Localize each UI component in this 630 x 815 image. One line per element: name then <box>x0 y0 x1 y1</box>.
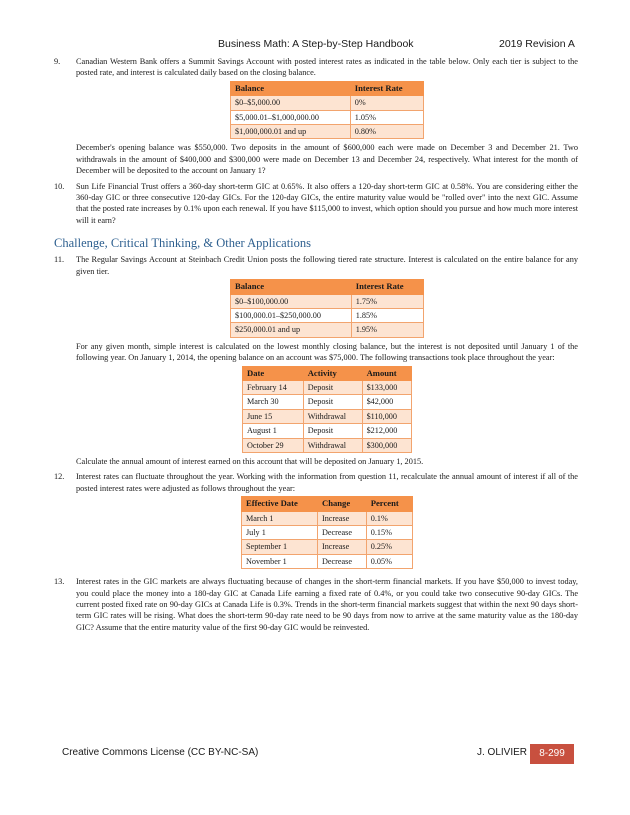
question-11 <box>54 254 578 467</box>
table-row <box>243 380 412 394</box>
table-cell: 0% <box>350 96 423 110</box>
table-cell: 0.1% <box>366 511 412 525</box>
table-header: Balance <box>231 81 351 95</box>
table-header: Balance <box>231 280 352 294</box>
page-content <box>54 56 578 633</box>
table-header: Date <box>243 366 304 380</box>
table-cell: Increase <box>317 540 366 554</box>
header-revision: 2019 Revision A <box>499 38 575 50</box>
question-number: 12. <box>54 472 65 482</box>
table-cell: $250,000.01 and up <box>231 323 352 337</box>
table-cell: September 1 <box>242 540 318 554</box>
header-title: Business Math: A Step-by-Step Handbook <box>218 38 414 50</box>
question-11-intro: The Regular Savings Account at Steinbach Credit Union posts the following tiered rate structure. Interest is calculated on the entire balance for any given tier. <box>76 255 578 276</box>
table-cell: Increase <box>317 511 366 525</box>
page-number-badge: 8-299 <box>530 744 574 764</box>
table-cell: $42,000 <box>362 395 411 409</box>
table-cell: 1.75% <box>351 294 423 308</box>
table-row <box>231 308 424 322</box>
table-cell: June 15 <box>243 409 304 423</box>
table-cell: March 30 <box>243 395 304 409</box>
table-row <box>242 540 413 554</box>
table-cell: August 1 <box>243 424 304 438</box>
table-row <box>242 511 413 525</box>
question-number: 10. <box>54 181 65 191</box>
table-cell: 0.15% <box>366 526 412 540</box>
table-cell: 0.80% <box>350 125 423 139</box>
table-row <box>242 554 413 568</box>
q12-rate-changes-table <box>241 496 413 569</box>
table-row <box>231 96 424 110</box>
question-number: 11. <box>54 255 65 265</box>
table-header: Interest Rate <box>351 280 423 294</box>
footer-author: J. OLIVIER <box>477 747 528 758</box>
table-cell: November 1 <box>242 554 318 568</box>
table-header: Activity <box>303 366 362 380</box>
page-footer <box>0 744 630 764</box>
table-cell: $110,000 <box>362 409 411 423</box>
question-12 <box>54 471 578 569</box>
table-header: Effective Date <box>242 497 318 511</box>
question-9-outro: December's opening balance was $550,000. Two deposits in the amount of $600,000 each were made on December 3 and December 21. Two withdrawals in the amount of $400,000 and $300,000 were made on December 13 and December 24, respectively. What interest for the month of December will be deposited to the account on January 1? <box>76 143 578 176</box>
table-cell: Withdrawal <box>303 438 362 452</box>
table-cell: $0–$5,000.00 <box>231 96 351 110</box>
question-13 <box>54 576 578 633</box>
question-9-intro: Canadian Western Bank offers a Summit Savings Account with posted interest rates as indicated in the table below. Only each tier is subject to the posted rate, and interest is calculated daily based on the closing balance. <box>76 57 578 78</box>
table-cell: $300,000 <box>362 438 411 452</box>
table-cell: $1,000,000.01 and up <box>231 125 351 139</box>
question-9 <box>54 56 578 177</box>
table-header: Percent <box>366 497 412 511</box>
table-cell: March 1 <box>242 511 318 525</box>
question-number: 13. <box>54 577 65 587</box>
table-row <box>243 409 412 423</box>
table-header: Change <box>317 497 366 511</box>
table-row <box>243 424 412 438</box>
question-10-text: Sun Life Financial Trust offers a 360-day short-term GIC at 0.65%. It also offers a 120-day short-term GIC at 0.58%. You are considering either the 360-day GIC or three consecutive 120-day GICs. For the 120-day GICs, the entire maturity value would be "rolled over" into the next GIC. Assume that the posted rate increases by 0.1% upon each renewal. If you have $115,000 to invest, which option should you pursue and how much more interest will it earn? <box>76 181 578 225</box>
table-cell: $133,000 <box>362 380 411 394</box>
table-cell: July 1 <box>242 526 318 540</box>
table-row <box>243 438 412 452</box>
page-header <box>0 38 630 54</box>
table-row <box>231 125 424 139</box>
table-row <box>231 110 424 124</box>
table-cell: October 29 <box>243 438 304 452</box>
table-cell: 0.25% <box>366 540 412 554</box>
table-cell: 1.95% <box>351 323 423 337</box>
q11-transactions-table <box>242 366 412 453</box>
section-title: Challenge, Critical Thinking, & Other Applications <box>54 236 312 251</box>
table-cell: 1.85% <box>351 308 423 322</box>
table-cell: $212,000 <box>362 424 411 438</box>
q9-rate-table <box>230 81 424 140</box>
table-cell: $0–$100,000.00 <box>231 294 352 308</box>
footer-license: Creative Commons License (CC BY-NC-SA) <box>62 747 259 758</box>
table-header: Amount <box>362 366 411 380</box>
table-cell: Decrease <box>317 554 366 568</box>
table-cell: Deposit <box>303 424 362 438</box>
q11-rate-table <box>230 279 424 338</box>
table-cell: $100,000.01–$250,000.00 <box>231 308 352 322</box>
table-cell: Decrease <box>317 526 366 540</box>
table-cell: Deposit <box>303 395 362 409</box>
table-cell: Withdrawal <box>303 409 362 423</box>
table-row <box>231 294 424 308</box>
table-cell: 0.05% <box>366 554 412 568</box>
table-cell: $5,000.01–$1,000,000.00 <box>231 110 351 124</box>
question-12-intro: Interest rates can fluctuate throughout the year. Working with the information from question 11, recalculate the annual amount of interest if all of the posted interest rates were adjusted as follows throughout the year: <box>76 472 578 493</box>
table-row <box>231 323 424 337</box>
question-11-mid: For any given month, simple interest is calculated on the lowest monthly closing balance, but the interest is not deposited until January 1 of the following year. On January 1, 2014, the opening balance on an account was $75,000. The following transactions took place throughout the year: <box>76 341 578 363</box>
table-header: Interest Rate <box>350 81 423 95</box>
table-row <box>242 526 413 540</box>
question-11-outro: Calculate the annual amount of interest earned on this account that will be deposited on January 1, 2015. <box>76 456 424 466</box>
table-row <box>243 395 412 409</box>
question-10 <box>54 181 578 227</box>
question-number: 9. <box>54 57 61 66</box>
question-13-text: Interest rates in the GIC markets are always fluctuating because of changes in the short-term financial markets. If you have $50,000 to invest today, you could place the money into a 180-day GIC at Canada Life earning a fixed rate of 0.4%, or you could take two consecutive 90-day GICs. The current posted fixed rate on 90-day GICs at Canada Life is 0.3%. Trends in the short-term financial markets suggest that within the next 90 days short-term GIC rates will be rising. What does the short-term 90-day rate need to be 90 days from now to arrive at the same maturity value as the 180-day GIC? Assume that the entire maturity value of the first 90-day GIC would be reinvested. <box>76 577 578 632</box>
table-cell: February 14 <box>243 380 304 394</box>
table-cell: 1.05% <box>350 110 423 124</box>
table-cell: Deposit <box>303 380 362 394</box>
